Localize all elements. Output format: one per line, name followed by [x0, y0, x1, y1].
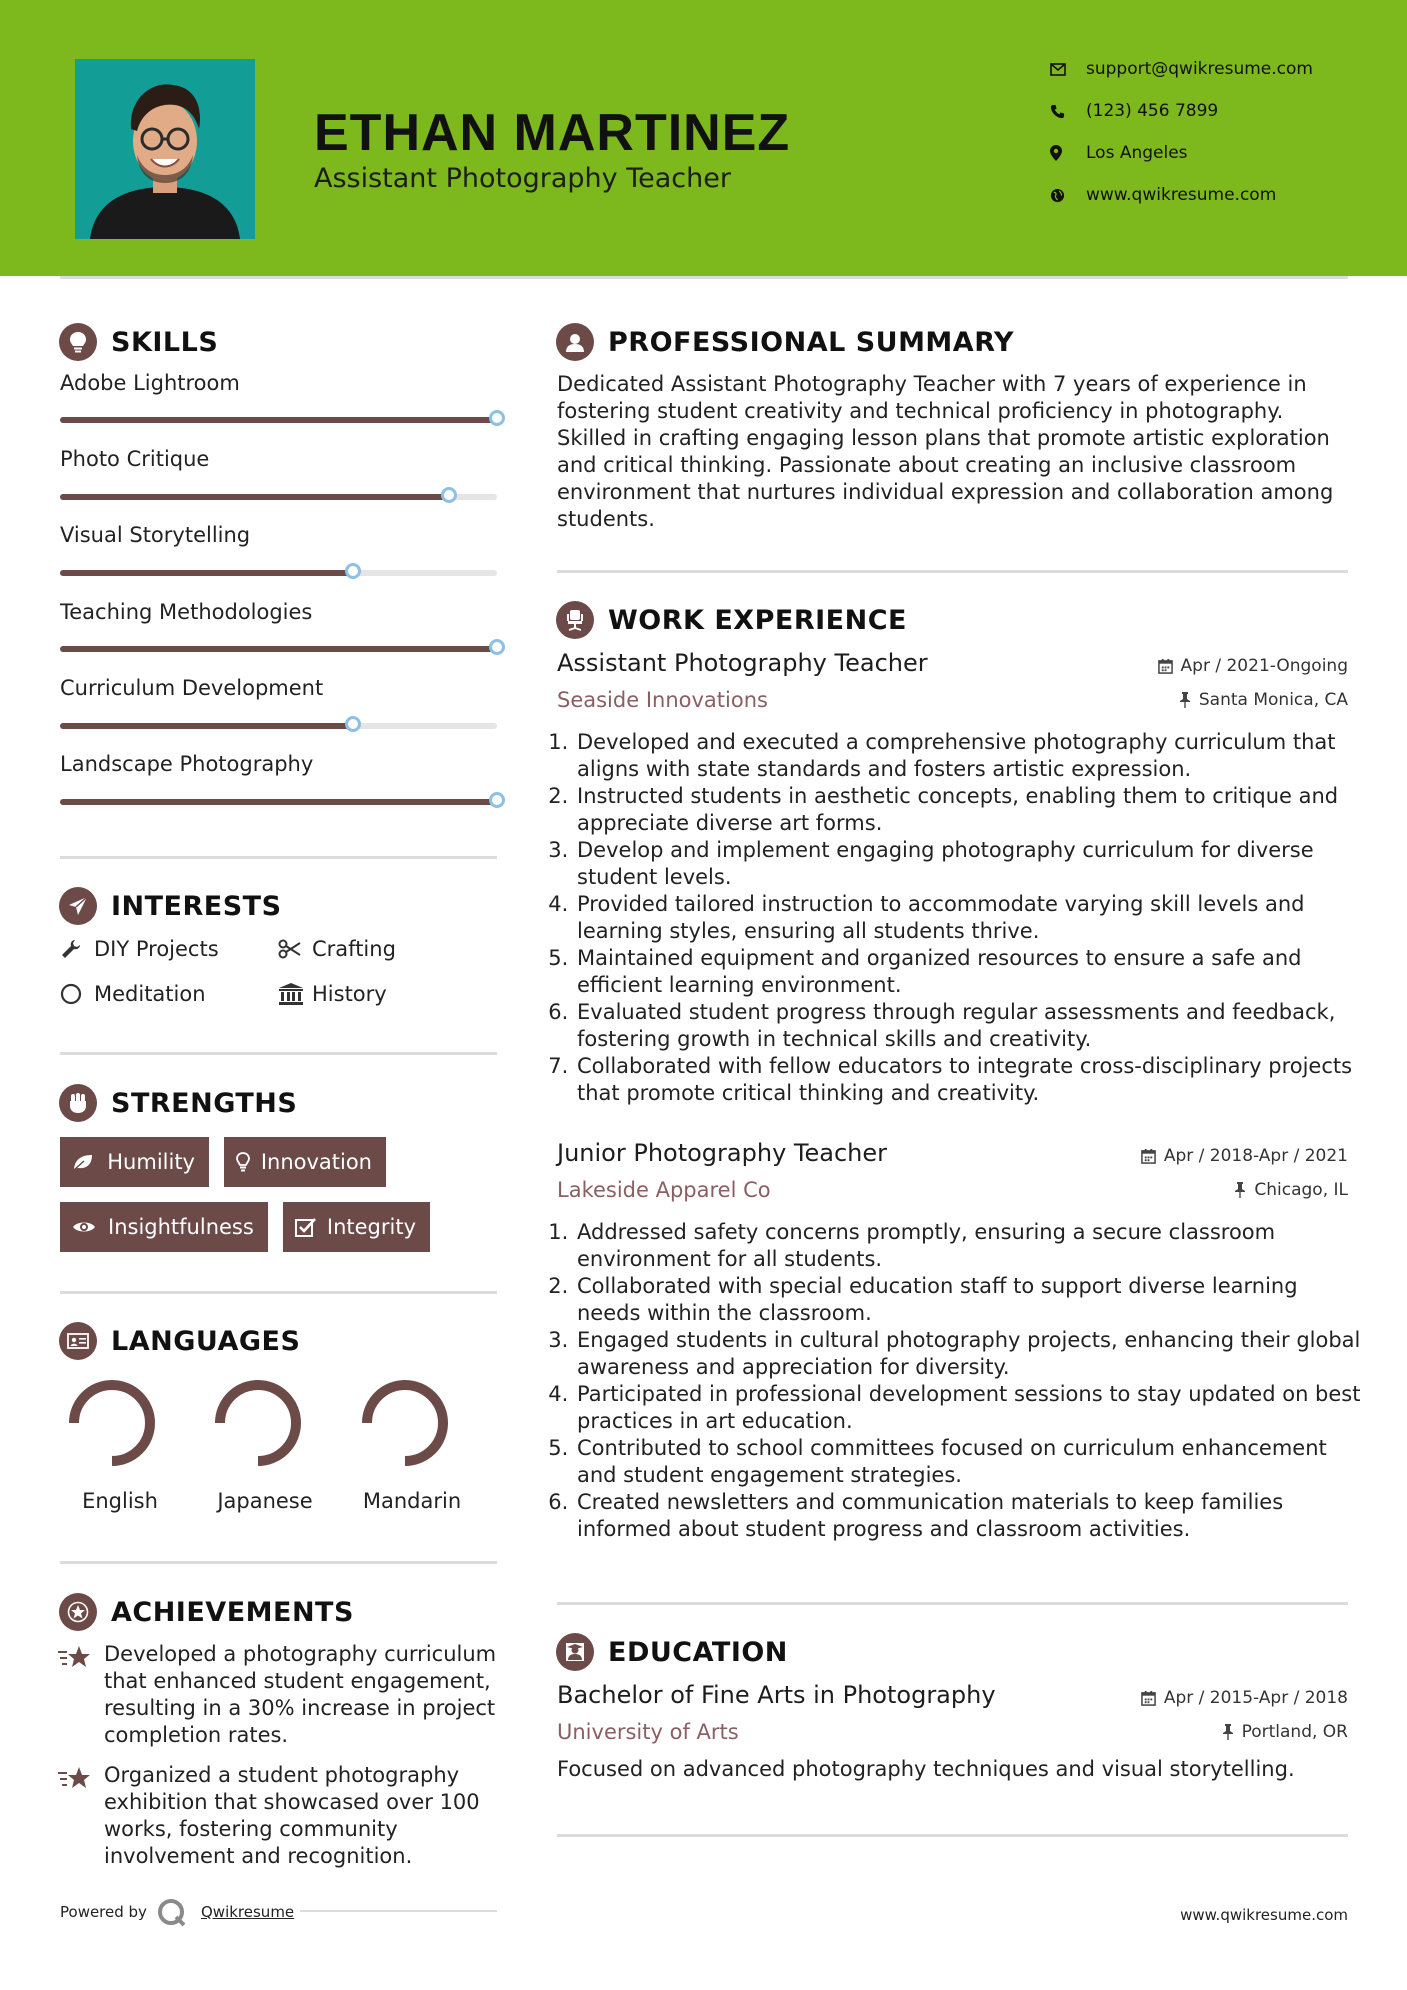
- circle-icon: [60, 983, 94, 1005]
- summary-text: Dedicated Assistant Photography Teacher with 7 years of experience in fostering student creativity and technical proficiency in photography. Skilled in crafting engaging lesson plans that promote artistic exploration and critical thinking. Passionate about creating an inclusive classroom environment that nurtures individual expression and collaboration among students.: [557, 372, 1334, 531]
- list-item: 6. Created newsletters and communication materials to keep families informed about student progress and classroom activities.: [575, 1489, 1366, 1543]
- candidate-title: Assistant Photography Teacher: [314, 163, 731, 194]
- education-description: Focused on advanced photography techniques and visual storytelling.: [557, 1757, 1295, 1781]
- lightbulb-icon: [59, 323, 97, 361]
- list-item: 3. Develop and implement engaging photography curriculum for diverse student levels.: [575, 837, 1366, 891]
- skill-bar: [60, 494, 497, 500]
- interest-item: Meditation: [60, 976, 206, 1012]
- section-divider: [60, 1052, 497, 1055]
- qwikresume-logo-icon: [156, 1897, 188, 1933]
- job-location: Chicago, IL: [1234, 1180, 1348, 1200]
- strengths-heading: STRENGTHS: [59, 1083, 297, 1123]
- pushpin-icon: [1234, 1182, 1246, 1198]
- list-item: 3. Engaged students in cultural photography projects, enhancing their global awareness and appreciation for diversity.: [575, 1327, 1366, 1381]
- graduate-icon: [556, 1633, 594, 1671]
- section-divider: [60, 1561, 497, 1564]
- skill-bar-fill: [60, 723, 353, 729]
- skill-bar-knob: [489, 792, 505, 808]
- map-pin-icon: [1050, 145, 1086, 161]
- eye-icon: [72, 1219, 108, 1235]
- list-item: 1. Developed and executed a comprehensive photography curriculum that aligns with state standards and fosters artistic expression.: [575, 729, 1366, 783]
- strength-tag: Innovation: [224, 1137, 386, 1187]
- scissors-icon: [278, 939, 312, 959]
- contact-location: Los Angeles: [1050, 133, 1188, 173]
- envelope-icon: [1050, 63, 1086, 76]
- skill-bar-fill: [60, 646, 497, 652]
- section-divider: [60, 1291, 497, 1294]
- list-item: 6. Evaluated student progress through regular assessments and feedback, fostering growth in technical skills and creativity.: [575, 999, 1366, 1053]
- skill-bar-knob: [441, 487, 457, 503]
- job-role: Assistant Photography Teacher: [557, 649, 928, 677]
- strength-tag: Insightfulness: [60, 1202, 268, 1252]
- institution-icon: [278, 983, 312, 1005]
- section-divider: [557, 570, 1348, 573]
- skill-bar: [60, 570, 497, 576]
- paper-plane-icon: [59, 887, 97, 925]
- section-divider: [557, 1602, 1348, 1605]
- check-square-icon: [295, 1217, 327, 1237]
- skill-bar: [60, 646, 497, 652]
- language-label: Mandarin: [362, 1489, 462, 1513]
- lightbulb-icon: [236, 1152, 261, 1172]
- contact-phone[interactable]: (123) 456 7899: [1050, 91, 1218, 131]
- powered-by-label: Powered by: [60, 1903, 147, 1921]
- job-duties: [557, 729, 1366, 1107]
- skill-bar-fill: [60, 494, 449, 500]
- interest-item: History: [278, 976, 387, 1012]
- contact-website[interactable]: www.qwikresume.com: [1050, 175, 1276, 215]
- skill-bar-knob: [489, 639, 505, 655]
- wrench-icon: [60, 938, 94, 960]
- user-icon: [556, 323, 594, 361]
- achievement-star-icon: [58, 1645, 92, 1675]
- work-heading: WORK EXPERIENCE: [556, 600, 907, 640]
- language-label: Japanese: [217, 1489, 313, 1513]
- list-item: 2. Collaborated with special education staff to support diverse learning needs within the classroom.: [575, 1273, 1366, 1327]
- section-divider: [60, 856, 497, 859]
- skills-heading: SKILLS: [59, 322, 218, 362]
- job-dates: Apr / 2021-Ongoing: [1158, 656, 1348, 676]
- achievements-heading: ACHIEVEMENTS: [59, 1592, 354, 1632]
- header-divider: [60, 276, 1348, 279]
- list-item: 5. Contributed to school committees focused on curriculum enhancement and student engagement strategies.: [575, 1435, 1366, 1489]
- list-item: 4. Participated in professional development sessions to stay updated on best practices in art education.: [575, 1381, 1366, 1435]
- skill-bar: [60, 799, 497, 805]
- skill-label: Teaching Methodologies: [60, 600, 313, 624]
- section-divider: [557, 1834, 1348, 1837]
- leaf-icon: [72, 1153, 107, 1171]
- job-company: Lakeside Apparel Co: [557, 1178, 771, 1202]
- job-company: Seaside Innovations: [557, 688, 768, 712]
- skill-label: Curriculum Development: [60, 676, 324, 700]
- star-badge-icon: [59, 1593, 97, 1631]
- pushpin-icon: [1179, 692, 1191, 708]
- footer-website[interactable]: www.qwikresume.com: [1180, 1906, 1348, 1924]
- skill-bar: [60, 417, 497, 423]
- job-duties: [557, 1219, 1366, 1543]
- skill-bar-knob: [345, 716, 361, 732]
- interest-item: Crafting: [278, 931, 396, 967]
- phone-icon: [1050, 104, 1086, 119]
- achievement-star-icon: [58, 1766, 92, 1796]
- fist-icon: [59, 1084, 97, 1122]
- list-item: 4. Provided tailored instruction to accommodate varying skill levels and learning styles, ensuring all students thrive.: [575, 891, 1366, 945]
- education-location: Portland, OR: [1222, 1722, 1348, 1742]
- candidate-name: ETHAN MARTINEZ: [314, 104, 791, 162]
- interests-heading: INTERESTS: [59, 886, 282, 926]
- summary-heading: PROFESSIONAL SUMMARY: [556, 322, 1014, 362]
- calendar-icon: [1141, 1691, 1156, 1706]
- list-item: 5. Maintained equipment and organized resources to ensure a safe and efficient learning environment.: [575, 945, 1366, 999]
- list-item: 1. Addressed safety concerns promptly, ensuring a secure classroom environment for all students.: [575, 1219, 1366, 1273]
- pushpin-icon: [1222, 1724, 1234, 1740]
- strength-tag: Humility: [60, 1137, 209, 1187]
- list-item: 7. Collaborated with fellow educators to integrate cross-disciplinary projects that promote critical thinking and creativity.: [575, 1053, 1366, 1107]
- qwikresume-link[interactable]: Qwikresume: [201, 1903, 295, 1921]
- globe-icon: [1050, 188, 1086, 203]
- achievement-text: Developed a photography curriculum that enhanced student engagement, resulting in a 30% increase in project completion rates.: [104, 1642, 497, 1747]
- skill-bar-knob: [489, 410, 505, 426]
- language-label: English: [82, 1489, 158, 1513]
- contact-email[interactable]: support@qwikresume.com: [1050, 49, 1313, 89]
- achievement-text: Organized a student photography exhibition that showcased over 100 works, fostering community involvement and recognition.: [104, 1763, 480, 1868]
- skill-label: Landscape Photography: [60, 752, 314, 776]
- profile-photo: [75, 59, 255, 239]
- skill-label: Photo Critique: [60, 447, 210, 471]
- calendar-icon: [1141, 1149, 1156, 1164]
- job-location: Santa Monica, CA: [1179, 690, 1348, 710]
- education-heading: EDUCATION: [556, 1632, 788, 1672]
- skill-label: Adobe Lightroom: [60, 371, 240, 395]
- interest-item: DIY Projects: [60, 931, 219, 967]
- education-school: University of Arts: [557, 1720, 739, 1744]
- skill-label: Visual Storytelling: [60, 523, 251, 547]
- footer-line: [300, 1910, 497, 1912]
- skill-bar-fill: [60, 417, 497, 423]
- skill-bar-knob: [345, 563, 361, 579]
- calendar-icon: [1158, 659, 1173, 674]
- education-degree: Bachelor of Fine Arts in Photography: [557, 1681, 996, 1709]
- job-dates: Apr / 2018-Apr / 2021: [1141, 1146, 1348, 1166]
- strength-tag: Integrity: [283, 1202, 430, 1252]
- skill-bar-fill: [60, 570, 353, 576]
- education-dates: Apr / 2015-Apr / 2018: [1141, 1688, 1348, 1708]
- language-rings: [60, 1373, 470, 1473]
- office-chair-icon: [556, 601, 594, 639]
- skill-bar: [60, 723, 497, 729]
- id-card-icon: [59, 1322, 97, 1360]
- skill-bar-fill: [60, 799, 497, 805]
- job-role: Junior Photography Teacher: [557, 1139, 887, 1167]
- languages-heading: LANGUAGES: [59, 1321, 300, 1361]
- list-item: 2. Instructed students in aesthetic concepts, enabling them to critique and appreciate diverse art forms.: [575, 783, 1366, 837]
